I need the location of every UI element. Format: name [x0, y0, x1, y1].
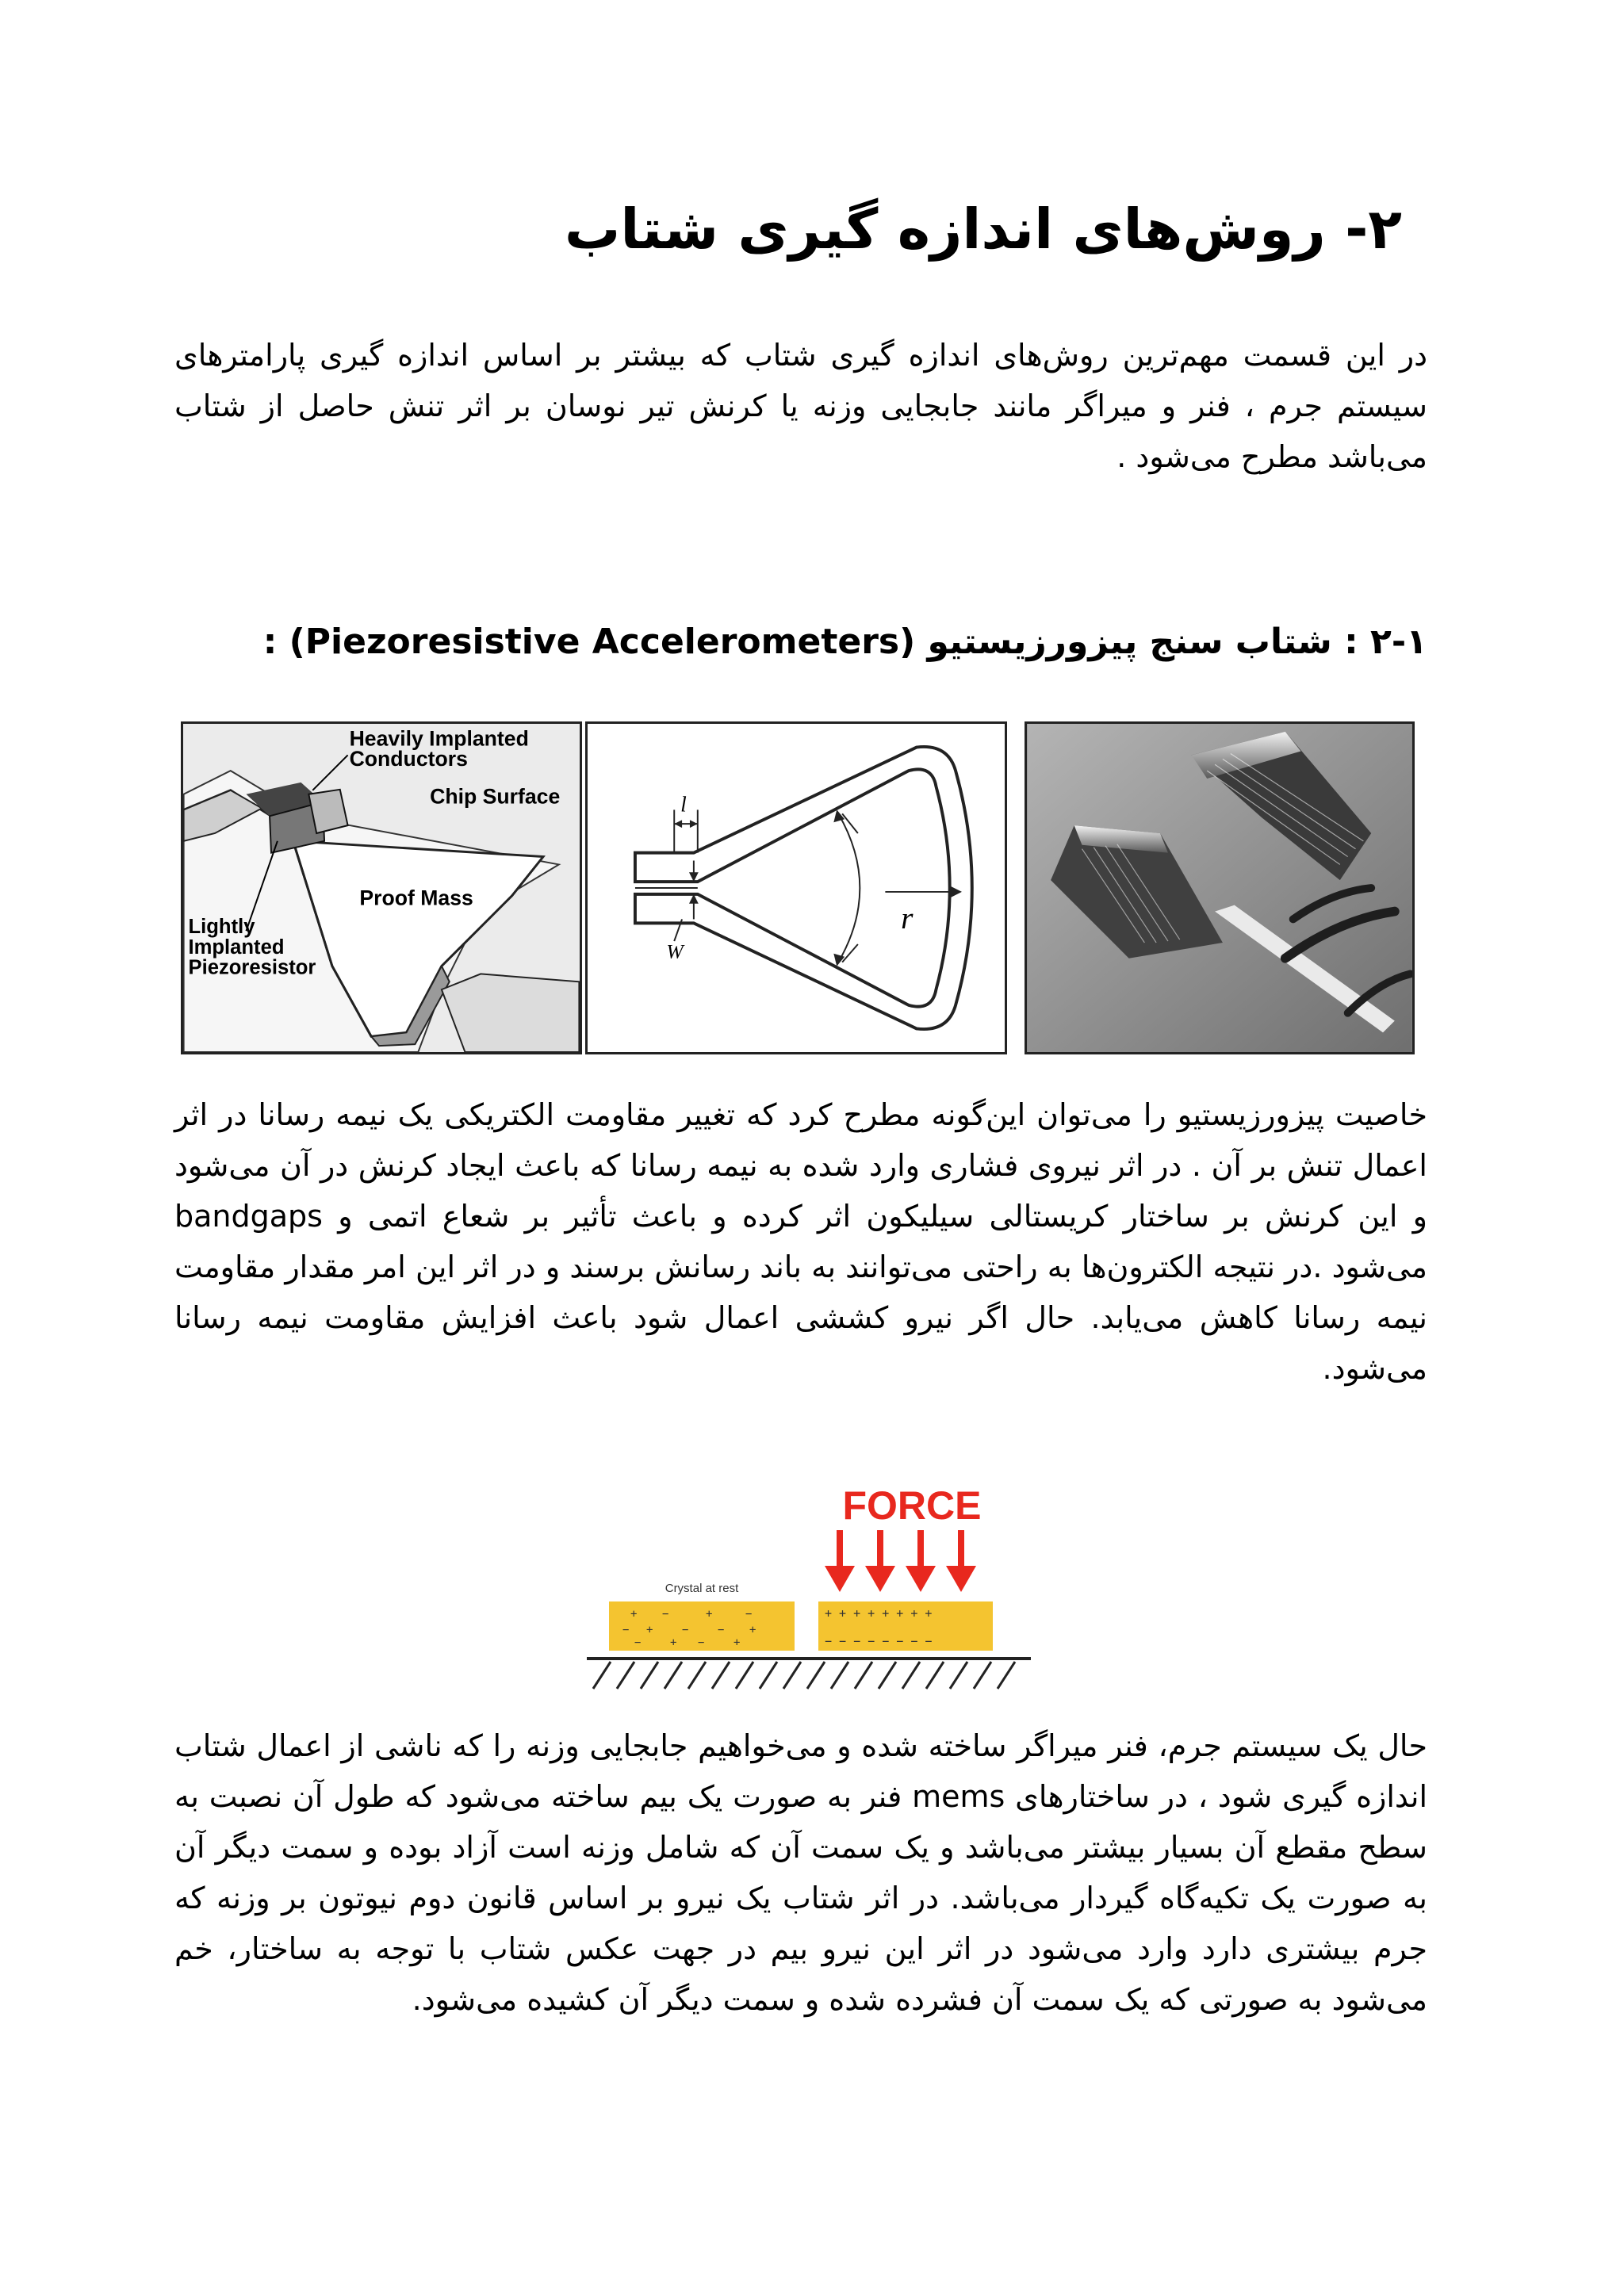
piezoresistive-paragraph: [174, 1089, 1427, 1394]
svg-text:−: −: [662, 1608, 669, 1621]
svg-text:+: +: [630, 1608, 638, 1621]
svg-text:+ + + + + + + +: + + + + + + + +: [825, 1606, 933, 1621]
svg-text:−: −: [682, 1624, 689, 1636]
force-label: FORCE: [842, 1483, 982, 1528]
label-l: l: [680, 791, 687, 817]
label-w: W: [666, 939, 684, 963]
crystal-rest-label: Crystal at rest: [665, 1582, 739, 1595]
svg-text:+: +: [706, 1608, 713, 1621]
sem-micrograph: [1025, 721, 1415, 1054]
sem-micrograph-svg: [1027, 724, 1412, 1052]
piezoresistor-schematic-svg: [183, 724, 580, 1052]
svg-text:+: +: [670, 1636, 677, 1649]
svg-text:−: −: [718, 1624, 725, 1636]
svg-text:−: −: [698, 1636, 705, 1649]
label-r: r: [901, 901, 914, 936]
section-title-en: (Piezoresistive Accelerometers) :: [262, 622, 916, 662]
svg-text:− − − − − − − −: − − − − − − − −: [825, 1634, 933, 1648]
label-chip-surface: Chip Surface: [430, 784, 561, 809]
label-conductors-1: Heavily Implanted: [349, 726, 529, 751]
intro-text: در این قسمت مهم‌ترین روش‌های اندازه گیری شتاب که بیشتر بر اساس اندازه گیری پارامترهای سیستم جرم ، فنر و میراگر مانند جابجایی وزنه یا کرنش تیر نوسان بر اثر تنش حاصل از شتاب می‌باشد مطرح می‌شود .: [174, 338, 1427, 474]
mems-beam-text: حال یک سیستم جرم، فنر میراگر ساخته شده و می‌خواهیم جابجایی وزنه را که ناشی از اعمال شتاب اندازه گیری شود ، در ساختارهای mems فنر به صورت یک بیم ساخته می‌شود که طول آن نصبت به سطح مقطع آن بسیار بیشتر می‌باشد و یک سمت آن که شامل وزنه است آزاد بوده و سمت دیگر آن به صورت یک تکیه‌گاه گیردار می‌باشد. در اثر شتاب یک نیرو بر اساس قانون دوم نیوتون بر وزنه که جرم بیشتری دارد وارد می‌شود در اثر این نیرو بیم در جهت عکس شتاب با توجه به ساختار، خم می‌شود به صورتی که یک سمت آن فشرده شده و سمت دیگر آن کشیده می‌شود.: [174, 1728, 1427, 2017]
force-arrows: [825, 1530, 976, 1592]
section-title-fa: شتاب سنج پیزورزیستیو: [927, 622, 1332, 662]
section-heading: [174, 622, 1427, 662]
piezoresistor-schematic: [181, 721, 582, 1054]
label-piezo-1: Lightly: [188, 916, 255, 939]
svg-text:+: +: [646, 1624, 653, 1636]
accelerometer-figures: [181, 721, 1415, 1054]
crystal-force-figure: [587, 1475, 1031, 1705]
beam-geometry-diagram: [585, 721, 1007, 1054]
crystal-force-svg: [587, 1475, 1031, 1705]
page-title: ۲- روش‌های اندازه گیری شتاب: [565, 197, 1402, 262]
mems-beam-paragraph: [174, 1720, 1427, 2025]
beam-geometry-svg: [588, 724, 1005, 1052]
section-number: ۲-۱ :: [1344, 622, 1427, 662]
svg-text:−: −: [634, 1636, 642, 1649]
svg-text:−: −: [622, 1624, 630, 1636]
svg-text:+: +: [749, 1624, 756, 1636]
label-piezo-2: Implanted: [188, 936, 285, 959]
label-conductors-2: Conductors: [349, 747, 468, 771]
label-proof-mass: Proof Mass: [359, 886, 473, 910]
label-piezo-3: Piezoresistor: [188, 956, 316, 979]
intro-paragraph: [174, 330, 1427, 482]
svg-text:+: +: [733, 1636, 741, 1649]
piezoresistive-text: خاصیت پیزورزیستیو را می‌توان این‌گونه مطرح کرد که تغییر مقاومت الکتریکی یک نیمه رسانا در اثر اعمال تنش بر آن . در اثر نیروی فشاری وارد شده به نیمه رسانا که باعث ایجاد کرنش در آن می‌شود و این کرنش بر ساختار کریستالی سیلیکون اثر کرده و باعث تأثیر بر شعاع اتمی و bandgaps می‌شود .در نتیجه الکترون‌ها به راحتی می‌توانند به باند رسانش برسند و در اثر این امر مقدار مقاومت نیمه رسانا کاهش می‌یابد. حال اگر نیرو کششی اعمال شود باعث افزایش مقاومت نیمه رسانا می‌شود.: [174, 1097, 1427, 1386]
svg-text:−: −: [745, 1608, 753, 1621]
